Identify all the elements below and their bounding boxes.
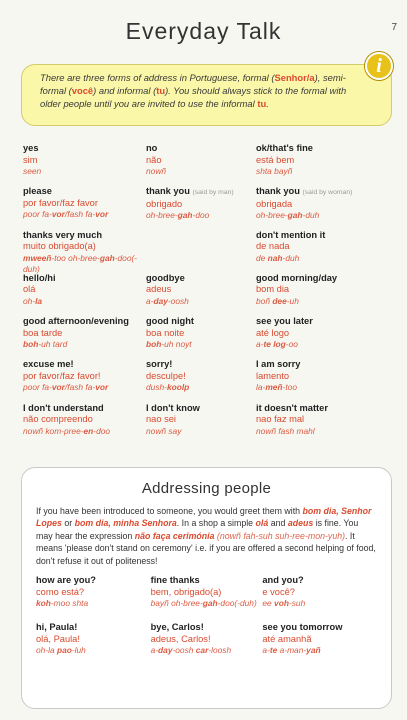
pronunciation-part: -doo(-duh) xyxy=(217,598,257,609)
english-text: thank you xyxy=(146,186,190,197)
english-phrase xyxy=(36,575,151,587)
box-term: adeus xyxy=(287,518,314,529)
pronunciation xyxy=(151,598,263,610)
phrase-entry xyxy=(146,359,256,402)
pronunciation-part: dush- xyxy=(146,382,167,393)
pronunciation-part: oh- xyxy=(23,295,36,306)
english-text: good night xyxy=(146,316,195,327)
pronunciation xyxy=(262,598,377,610)
box-title: Addressing people xyxy=(141,480,272,497)
pronunciation-part: boñ xyxy=(256,295,273,306)
phrase-row xyxy=(23,273,393,316)
english-text: good afternoon/evening xyxy=(23,316,129,327)
phrase-entry xyxy=(146,143,256,186)
english-phrase xyxy=(146,186,256,199)
pronunciation xyxy=(262,645,377,657)
portuguese-phrase: obrigado xyxy=(146,198,183,209)
intro-term-voce: você xyxy=(71,85,94,96)
phrase-entry xyxy=(146,273,256,316)
english-text: goodbye xyxy=(146,272,185,283)
pronunciation-part: de xyxy=(256,252,268,263)
phrase-row xyxy=(23,230,393,273)
pronunciation xyxy=(256,382,379,394)
box-term: olá xyxy=(255,518,269,529)
page-number: 7 xyxy=(391,22,397,33)
pronunciation xyxy=(146,426,256,438)
english-phrase xyxy=(256,359,379,371)
english-text: and you? xyxy=(262,575,304,586)
pronunciation-part: meñ xyxy=(265,382,283,393)
pronunciation xyxy=(23,209,146,221)
pronunciation xyxy=(23,253,146,276)
pronunciation xyxy=(23,339,146,351)
phrase-entry xyxy=(262,622,377,669)
pronunciation xyxy=(146,210,256,222)
english-phrase xyxy=(23,143,146,155)
english-phrase xyxy=(146,143,256,155)
english-text: don't mention it xyxy=(256,229,326,240)
phrase-entry xyxy=(256,403,379,446)
pronunciation-part: nah xyxy=(267,252,283,263)
english-text: ok/that's fine xyxy=(256,143,313,153)
pronunciation-part: /fash fa- xyxy=(64,209,96,220)
pronunciation-part: te log xyxy=(263,339,286,350)
pronunciation-part: gah xyxy=(99,252,115,263)
portuguese-phrase: boa tarde xyxy=(23,327,63,338)
pronunciation-part: -oo xyxy=(285,339,298,350)
pronunciation-part: koh xyxy=(36,598,51,609)
phrase-entry xyxy=(23,186,146,229)
pronunciation-part: -uh tard xyxy=(38,339,68,350)
pronunciation xyxy=(146,166,256,178)
pronunciation xyxy=(256,426,379,438)
portuguese-phrase: e você? xyxy=(262,586,295,597)
pronunciation-part: -luh xyxy=(71,645,86,656)
phrase-entry xyxy=(36,622,151,669)
pronunciation-part: koolp xyxy=(166,382,190,393)
phrase-row xyxy=(23,403,393,446)
english-text: it doesn't matter xyxy=(256,402,328,413)
pronunciation-part: gah xyxy=(202,598,218,609)
phrase-entry xyxy=(256,230,379,273)
phrase-entry xyxy=(146,186,256,229)
pronunciation-part: dee xyxy=(272,295,287,306)
pronunciation-part: -oosh xyxy=(167,295,189,306)
pronunciation-part: pao xyxy=(56,645,72,656)
portuguese-phrase: como está? xyxy=(36,586,85,597)
pronunciation-part: -moo shta xyxy=(50,598,89,609)
english-phrase xyxy=(262,622,377,634)
portuguese-phrase: desculpe! xyxy=(146,370,186,381)
intro-callout xyxy=(21,64,392,126)
box-term: não faça cerimónia xyxy=(134,530,215,541)
english-phrase xyxy=(256,143,379,155)
portuguese-phrase: de nada xyxy=(256,241,290,252)
box-text: and xyxy=(268,518,288,529)
portuguese-phrase: não xyxy=(146,154,162,165)
english-text: sorry! xyxy=(146,359,173,370)
box-text: or xyxy=(61,518,75,529)
intro-text: There are three forms of address in Portuguese, formal ( xyxy=(40,72,275,83)
phrase-row xyxy=(36,622,377,669)
pronunciation-part: day xyxy=(153,295,168,306)
phrase-entry xyxy=(23,230,146,273)
pronunciation-part: a- xyxy=(150,645,159,656)
pronunciation-part: -doo xyxy=(93,425,111,436)
pronunciation-part: seen xyxy=(23,166,42,176)
pronunciation xyxy=(256,166,379,178)
phrase-entry xyxy=(146,403,256,446)
english-phrase xyxy=(151,575,263,587)
pronunciation xyxy=(23,296,146,308)
pronunciation-part: -duh xyxy=(282,252,300,263)
portuguese-phrase: adeus xyxy=(146,284,172,295)
phrase-row xyxy=(36,575,377,622)
pronunciation xyxy=(23,426,146,438)
box-text: If you have been introduced to someone, you would greet them with xyxy=(36,506,303,516)
phrase-entry xyxy=(256,316,379,359)
phrase-row xyxy=(23,359,393,402)
english-phrase xyxy=(146,403,256,415)
pronunciation-part: -oosh xyxy=(172,645,196,656)
intro-text: ), semi-formal ( xyxy=(40,72,346,96)
phrase-entry xyxy=(256,273,379,316)
portuguese-phrase: está bem xyxy=(256,154,295,165)
phrase-entry xyxy=(146,316,256,359)
pronunciation-part: nowñ xyxy=(146,166,167,176)
box-text: . In a shop a simple xyxy=(176,518,256,529)
pronunciation-part: -uh xyxy=(286,295,299,306)
pronunciation-part: -duh xyxy=(302,210,320,221)
phrase-entry xyxy=(256,186,379,229)
english-text: see you later xyxy=(256,316,313,327)
gender-note: (said by man) xyxy=(192,189,234,197)
addressing-people-box xyxy=(21,467,392,709)
pronunciation-part: poor fa- xyxy=(23,382,52,393)
pronunciation xyxy=(146,339,256,351)
pronunciation-part: -loosh xyxy=(208,645,232,656)
pronunciation-part: yañ xyxy=(306,645,321,656)
portuguese-phrase: até logo xyxy=(256,327,290,338)
portuguese-phrase: até amanhã xyxy=(262,633,312,644)
pronunciation-part: poor fa- xyxy=(23,209,52,220)
portuguese-phrase: olá, Paula! xyxy=(36,633,80,644)
english-phrase xyxy=(151,622,263,634)
portuguese-phrase: sim xyxy=(23,154,38,165)
english-text: fine thanks xyxy=(150,575,200,586)
pronunciation-part: bayñ oh-bree- xyxy=(150,598,203,609)
pronunciation xyxy=(36,598,151,610)
box-phrase-grid xyxy=(36,575,377,669)
page-title: Everyday Talk xyxy=(125,18,282,44)
pronunciation-part: la- xyxy=(256,382,266,393)
english-text: I don't know xyxy=(146,402,200,413)
english-phrase xyxy=(262,575,377,587)
pronunciation xyxy=(23,166,146,178)
portuguese-phrase: por favor/faz favor! xyxy=(23,370,101,381)
english-text: good morning/day xyxy=(256,272,338,283)
pronunciation-part: oh-bree- xyxy=(146,210,178,221)
phrase-row xyxy=(23,186,393,229)
english-text: thank you xyxy=(256,186,300,197)
english-text: hello/hi xyxy=(23,272,56,283)
box-text: . It means 'please don't stand on ceremony' i.e. if you are offered a second helping of food, don't refuse it out of politeness! xyxy=(36,530,376,566)
box-paragraph xyxy=(36,505,377,567)
portuguese-phrase: bem, obrigado(a) xyxy=(150,586,222,597)
english-text: no xyxy=(146,143,158,153)
box-text: is fine. You may hear the expression xyxy=(36,518,359,541)
pronunciation xyxy=(151,645,263,657)
gender-note: (said by woman) xyxy=(302,189,353,197)
pronunciation-part: la xyxy=(35,295,43,306)
english-phrase xyxy=(23,316,146,328)
pronunciation-part: oh-la xyxy=(36,645,57,656)
phrase-grid xyxy=(23,143,393,446)
intro-term-tu: tu xyxy=(156,85,166,96)
english-phrase xyxy=(146,359,256,371)
pronunciation xyxy=(146,296,256,308)
phrase-entry xyxy=(23,403,146,446)
portuguese-phrase: bom dia xyxy=(256,284,290,295)
portuguese-phrase: obrigada xyxy=(256,198,293,209)
english-phrase xyxy=(36,622,151,634)
phrase-entry xyxy=(256,143,379,186)
pronunciation-part: voh xyxy=(274,598,289,609)
phrase-row xyxy=(23,316,393,359)
english-phrase xyxy=(256,230,379,242)
pronunciation xyxy=(146,382,256,394)
info-icon: i xyxy=(365,52,393,80)
english-phrase xyxy=(23,403,146,415)
portuguese-phrase: lamento xyxy=(256,370,290,381)
phrase-entry xyxy=(256,359,379,402)
pronunciation-part: te xyxy=(269,645,278,656)
pronunciation xyxy=(23,382,146,394)
english-phrase xyxy=(146,273,256,285)
english-text: yes xyxy=(23,143,39,153)
english-text: I don't understand xyxy=(23,402,104,413)
pronunciation-part: nowñ kom-pree- xyxy=(23,425,84,436)
pronunciation-part: vor xyxy=(51,209,65,220)
pronunciation xyxy=(256,339,379,351)
pronunciation-part: nowñ say xyxy=(146,425,182,436)
pronunciation-part: -doo xyxy=(192,210,210,221)
phrase-entry xyxy=(146,230,256,273)
phrase-entry xyxy=(23,273,146,316)
portuguese-phrase: adeus, Carlos! xyxy=(150,633,211,644)
english-text: please xyxy=(23,186,52,197)
intro-text: ). You should always stick to the formal with older people until you are invited to use the informal xyxy=(40,85,347,109)
pronunciation-part: boh xyxy=(146,339,162,350)
pronunciation xyxy=(256,253,379,265)
pronunciation-part: day xyxy=(158,645,173,656)
english-text: excuse me! xyxy=(23,359,74,370)
portuguese-phrase: nao faz mal xyxy=(256,414,305,425)
pronunciation-part: -doo(-duh) xyxy=(23,252,138,275)
pronunciation-part: nowñ fash mahl xyxy=(256,425,315,436)
english-phrase xyxy=(23,359,146,371)
pronunciation xyxy=(256,210,379,222)
portuguese-phrase: não compreendo xyxy=(23,414,93,425)
english-text: hi, Paula! xyxy=(36,622,78,633)
portuguese-phrase: olá xyxy=(23,284,36,295)
english-phrase xyxy=(146,316,256,328)
phrase-entry xyxy=(23,316,146,359)
pronunciation-part: car xyxy=(195,645,209,656)
pronunciation-part: vor xyxy=(51,382,65,393)
box-pronunciation: (nowñ fah-suh suh-ree-mon-yuh) xyxy=(214,530,346,541)
pronunciation-part: a-man- xyxy=(277,645,307,656)
pronunciation-part: -suh xyxy=(288,598,306,609)
phrase-entry xyxy=(262,575,377,622)
pronunciation-part: ee xyxy=(262,598,275,609)
pronunciation-part: en xyxy=(83,425,94,436)
english-phrase xyxy=(256,403,379,415)
phrase-entry xyxy=(151,575,263,622)
pronunciation-part: a- xyxy=(262,645,270,656)
phrase-row xyxy=(23,143,393,186)
pronunciation-part: a- xyxy=(146,295,154,306)
pronunciation-part: mweeñ xyxy=(23,252,52,263)
intro-term-tu: tu xyxy=(257,98,267,109)
portuguese-phrase: por favor/faz favor xyxy=(23,197,98,208)
pronunciation-part: -uh noyt xyxy=(161,339,192,350)
english-text: I am sorry xyxy=(256,359,301,370)
portuguese-phrase: boa noite xyxy=(146,327,185,338)
pronunciation xyxy=(36,645,151,657)
english-phrase xyxy=(256,186,379,199)
english-text: thanks very much xyxy=(23,229,103,240)
english-text: see you tomorrow xyxy=(262,622,343,633)
english-text: how are you? xyxy=(36,575,96,586)
intro-term-senhor: Senhor/a xyxy=(274,72,315,83)
english-phrase xyxy=(23,230,146,242)
phrase-entry xyxy=(151,622,263,669)
pronunciation-part: a- xyxy=(256,339,264,350)
intro-text: . xyxy=(266,98,269,109)
pronunciation xyxy=(256,296,379,308)
english-phrase xyxy=(23,186,146,198)
box-term: bom dia, minha Senhora xyxy=(74,518,177,529)
pronunciation-part: shta bayñ xyxy=(256,166,293,176)
pronunciation-part: oh-bree- xyxy=(256,210,288,221)
english-phrase xyxy=(256,316,379,328)
intro-text: ) and informal ( xyxy=(93,85,157,96)
phrase-entry xyxy=(23,143,146,186)
phrase-entry xyxy=(23,359,146,402)
pronunciation-part: -too oh-bree- xyxy=(51,252,100,263)
phrase-entry xyxy=(36,575,151,622)
portuguese-phrase: nao sei xyxy=(146,414,176,425)
pronunciation-part: gah xyxy=(287,210,303,221)
pronunciation-part: vor xyxy=(95,382,109,393)
box-term: bom dia, Senhor Lopes xyxy=(36,506,372,529)
pronunciation-part: vor xyxy=(95,209,109,220)
english-phrase xyxy=(256,273,379,285)
pronunciation-part: boh xyxy=(23,339,39,350)
english-text: bye, Carlos! xyxy=(150,622,204,633)
pronunciation-part: gah xyxy=(177,210,193,221)
portuguese-phrase: muito obrigado(a) xyxy=(23,241,96,252)
pronunciation-part: -too xyxy=(282,382,297,393)
pronunciation-part: /fash fa- xyxy=(64,382,96,393)
